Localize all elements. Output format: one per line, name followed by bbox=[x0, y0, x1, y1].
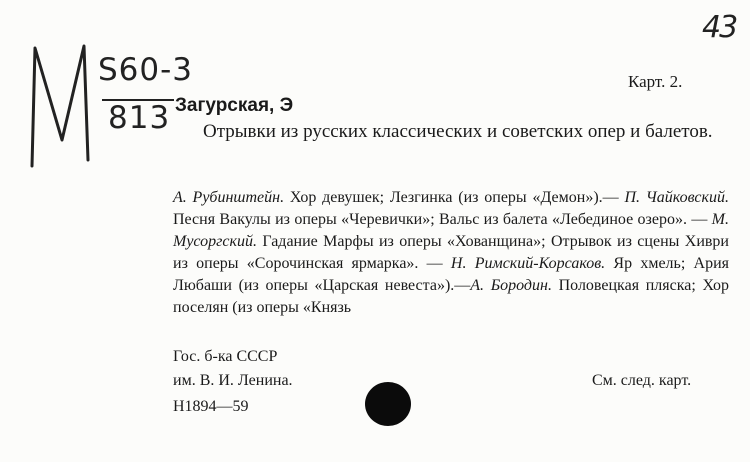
see-next-card: См. след. карт. bbox=[592, 372, 692, 389]
work-title: Отрывки из русских классических и советских опер и балетов. bbox=[203, 121, 713, 142]
contents-text: Песня Вакулы из оперы «Черевички»; Вальс из балета «Лебединое озеро». — bbox=[173, 211, 712, 228]
handwritten-shelf-mark-top: S60-3 bbox=[98, 52, 194, 88]
composer-name: А. Бородин. bbox=[470, 277, 552, 294]
card-number: Карт. 2. bbox=[628, 72, 683, 91]
contents-text: Яр хмель; Ария Любаши (из оперы «Царская невеста»).— bbox=[173, 255, 729, 294]
contents-note bbox=[173, 187, 729, 319]
composer-name: А. Рубинштейн. bbox=[173, 189, 285, 206]
author-heading: Загурская, Э bbox=[175, 95, 294, 116]
library-name-line2: им. В. И. Ленина. bbox=[173, 372, 293, 389]
handwritten-shelf-mark-bottom: 813 bbox=[108, 100, 171, 136]
contents-text: Половецкая пляска; Хор поселян (из оперы «Князь bbox=[173, 277, 729, 316]
library-name-line1: Гос. б-ка СССР bbox=[173, 348, 278, 365]
composer-name: Н. Римский-Корсаков. bbox=[450, 255, 606, 272]
handwritten-page-number: 43 bbox=[702, 10, 737, 45]
handwritten-letter-m bbox=[26, 42, 96, 172]
catalog-number: Н1894—59 bbox=[173, 398, 249, 415]
punch-hole bbox=[365, 382, 411, 426]
composer-name: П. Чайковский. bbox=[624, 189, 729, 206]
contents-text: Гадание Марфы из оперы «Хованщина»; Отрывок из сцены Хиври из оперы «Сорочинская ярмарка». — bbox=[173, 233, 729, 272]
composer-name: М. Мусоргский. bbox=[173, 211, 729, 250]
contents-text: Хор девушек; Лезгинка (из оперы «Демон»).— bbox=[284, 189, 625, 206]
